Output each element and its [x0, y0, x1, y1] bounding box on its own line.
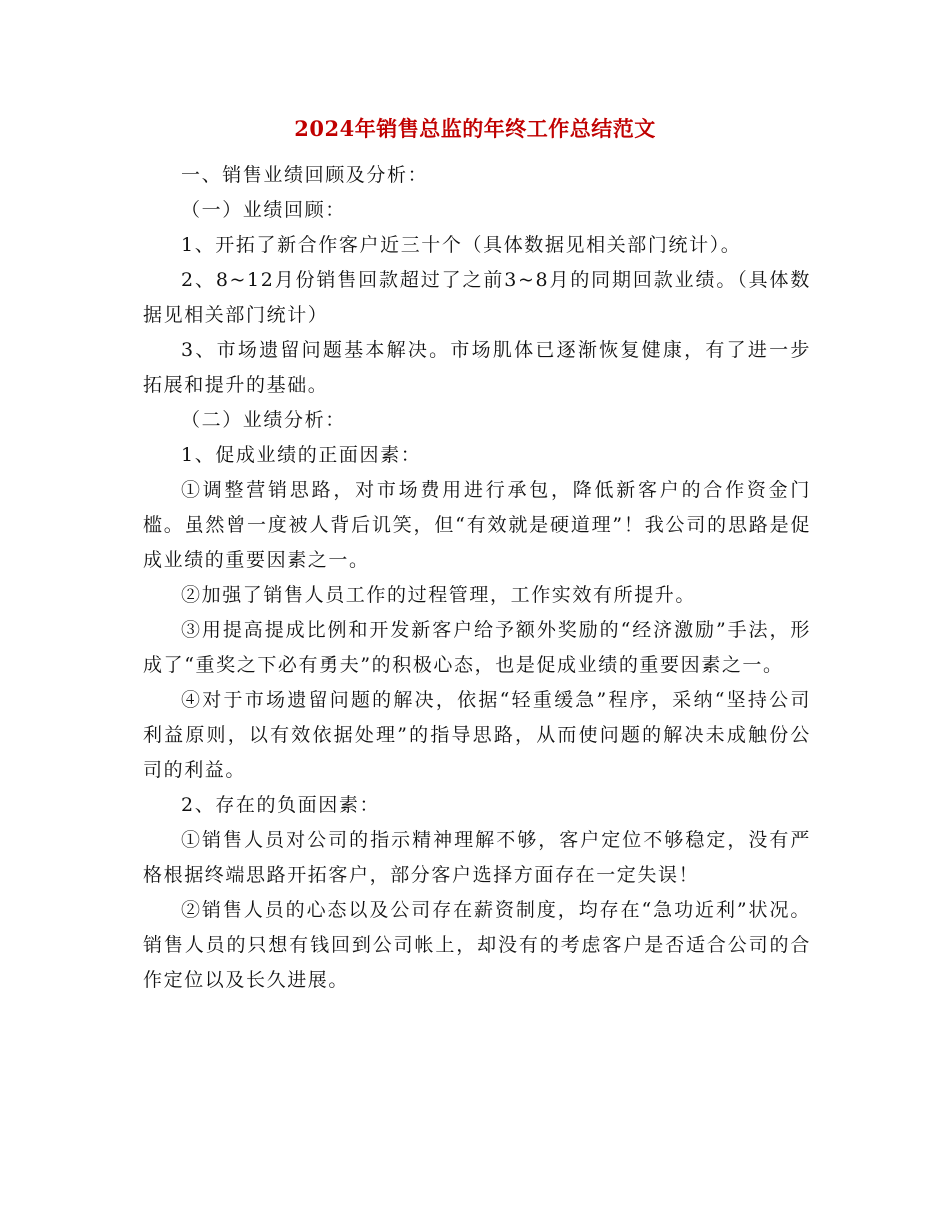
subsection-heading-review: （一）业绩回顾：	[181, 199, 346, 221]
paragraph-negative-factors-heading: 2、存在的负面因素：	[181, 794, 381, 816]
document-body	[143, 158, 811, 998]
paragraph-review-3: 3、市场遗留问题基本解决。市场肌体已逐渐恢复健康，有了进一步拓展和提升的基础。	[143, 339, 811, 396]
document-title: 2024年销售总监的年终工作总结范文	[294, 116, 656, 141]
subsection-heading-analysis: （二）业绩分析：	[181, 409, 346, 431]
paragraph-negative-1: ①销售人员对公司的指示精神理解不够，客户定位不够稳定，没有严格根据终端思路开拓客户，部分客户选择方面存在一定失误！	[143, 829, 811, 886]
paragraph-positive-1: ①调整营销思路，对市场费用进行承包，降低新客户的合作资金门槛。虽然曾一度被人背后讥笑，但“有效就是硬道理”！我公司的思路是促成业绩的重要因素之一。	[143, 479, 811, 571]
paragraph-positive-4: ④对于市场遗留问题的解决，依据“轻重缓急”程序，采纳“坚持公司利益原则，以有效依据处理”的指导思路，从而使问题的解决未成触份公司的利益。	[143, 689, 811, 781]
paragraph-positive-2: ②加强了销售人员工作的过程管理，工作实效有所提升。	[181, 584, 697, 606]
section-heading-1: 一、销售业绩回顾及分析：	[181, 164, 429, 186]
paragraph-review-1: 1、开拓了新合作客户近三十个（具体数据见相关部门统计）。	[181, 234, 742, 256]
paragraph-positive-3: ③用提高提成比例和开发新客户给予额外奖励的“经济激励”手法，形成了“重奖之下必有勇夫”的积极心态，也是促成业绩的重要因素之一。	[143, 619, 811, 676]
paragraph-review-2: 2、8~12月份销售回款超过了之前3~8月的同期回款业绩。（具体数据见相关部门统计）	[143, 269, 811, 326]
paragraph-positive-factors-heading: 1、促成业绩的正面因素：	[181, 444, 422, 466]
paragraph-negative-2: ②销售人员的心态以及公司存在薪资制度，均存在“急功近利”状况。销售人员的只想有钱回到公司帐上，却没有的考虑客户是否适合公司的合作定位以及长久进展。	[143, 899, 811, 991]
